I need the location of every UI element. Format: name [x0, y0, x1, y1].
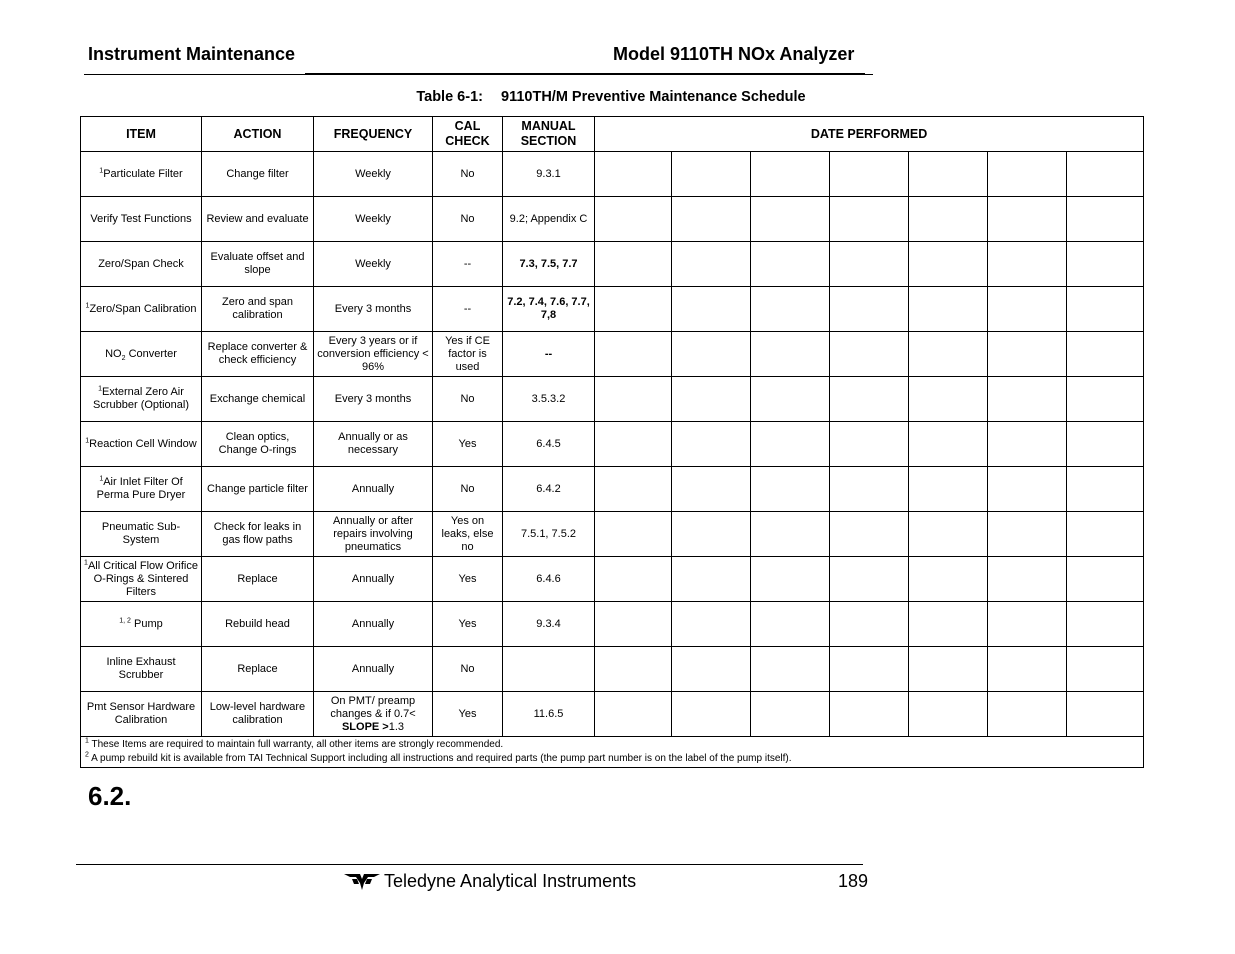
item-text: NO — [105, 347, 122, 360]
item-text: Reaction Cell Window — [89, 437, 197, 450]
date-cell[interactable] — [909, 647, 988, 692]
item-cell — [81, 242, 202, 287]
date-cell[interactable] — [672, 152, 751, 197]
date-cell[interactable] — [751, 197, 830, 242]
action-cell: Rebuild head — [202, 602, 314, 647]
date-cell[interactable] — [909, 602, 988, 647]
item-cell — [81, 647, 202, 692]
date-cell[interactable] — [672, 647, 751, 692]
date-cell[interactable] — [830, 692, 909, 737]
date-cell[interactable] — [672, 512, 751, 557]
date-cell[interactable] — [751, 377, 830, 422]
teledyne-logo-icon — [344, 871, 380, 891]
column-header-date-performed: DATE PERFORMED — [595, 117, 1144, 152]
frequency-cell: Every 3 months — [314, 377, 433, 422]
table-row — [81, 332, 1144, 377]
table-row — [81, 467, 1144, 512]
item-text: All Critical Flow Orifice O-Rings & Sintered Filters — [87, 559, 198, 598]
frequency-slope-label: SLOPE > — [341, 720, 389, 733]
cal-check-cell: No — [433, 152, 503, 197]
date-cell[interactable] — [909, 287, 988, 332]
table-row — [81, 152, 1144, 197]
date-cell[interactable] — [1067, 197, 1144, 242]
footnote-marker: 1 — [85, 436, 90, 444]
date-cell[interactable] — [751, 557, 830, 602]
date-cell[interactable] — [988, 512, 1067, 557]
manual-section-cell: 6.4.6 — [503, 557, 595, 602]
date-cell[interactable] — [672, 557, 751, 602]
date-cell[interactable] — [830, 467, 909, 512]
footnote-marker: 1 — [85, 737, 89, 745]
table-row — [81, 242, 1144, 287]
item-cell — [81, 512, 202, 557]
section-heading-number: 6.2. — [88, 781, 132, 811]
frequency-cell: Annually or as necessary — [314, 422, 433, 467]
manual-section-cell: 9.3.4 — [503, 602, 595, 647]
footer-company-name: Teledyne Analytical Instruments — [384, 871, 637, 891]
item-cell — [81, 332, 202, 377]
table-row — [81, 377, 1144, 422]
footnote-row — [81, 737, 1144, 768]
date-cell[interactable] — [751, 287, 830, 332]
action-cell: Zero and span calibration — [202, 287, 314, 332]
footnote — [85, 752, 1139, 766]
header-rule-accent — [305, 73, 865, 75]
action-cell: Low-level hardware calibration — [202, 692, 314, 737]
cal-check-cell: No — [433, 647, 503, 692]
item-cell — [81, 557, 202, 602]
date-cell[interactable] — [595, 602, 672, 647]
item-text: Verify Test Functions — [90, 212, 192, 225]
action-cell: Check for leaks in gas flow paths — [202, 512, 314, 557]
date-cell[interactable] — [1067, 242, 1144, 287]
date-cell[interactable] — [595, 557, 672, 602]
manual-section-cell: -- — [503, 332, 595, 377]
maintenance-schedule-table — [80, 116, 1144, 768]
date-cell[interactable] — [751, 242, 830, 287]
manual-section-cell: 6.4.5 — [503, 422, 595, 467]
date-cell[interactable] — [988, 152, 1067, 197]
date-cell[interactable] — [1067, 602, 1144, 647]
item-cell — [81, 197, 202, 242]
frequency-cell — [314, 692, 433, 737]
action-cell: Replace converter & check efficiency — [202, 332, 314, 377]
frequency-cell: Weekly — [314, 242, 433, 287]
date-cell[interactable] — [830, 197, 909, 242]
manual-section-cell: 11.6.5 — [503, 692, 595, 737]
footnote — [85, 738, 1139, 752]
date-cell[interactable] — [988, 692, 1067, 737]
date-cell[interactable] — [595, 467, 672, 512]
item-cell — [81, 422, 202, 467]
cal-check-cell: Yes if CE factor is used — [433, 332, 503, 377]
date-cell[interactable] — [672, 422, 751, 467]
date-cell[interactable] — [830, 557, 909, 602]
date-cell[interactable] — [1067, 647, 1144, 692]
cal-check-cell: Yes — [433, 692, 503, 737]
item-text: Air Inlet Filter Of Perma Pure Dryer — [96, 476, 186, 501]
footnote-marker: 2 — [85, 751, 89, 759]
date-cell[interactable] — [751, 647, 830, 692]
item-cell — [81, 467, 202, 512]
date-cell[interactable] — [988, 557, 1067, 602]
cal-check-cell: No — [433, 467, 503, 512]
frequency-cell: Annually — [314, 602, 433, 647]
date-cell[interactable] — [830, 152, 909, 197]
table-row — [81, 287, 1144, 332]
item-text: External Zero Air Scrubber (Optional) — [93, 386, 189, 411]
table-row — [81, 512, 1144, 557]
item-text: Zero/Span Check — [98, 257, 184, 270]
frequency-cell: Annually — [314, 647, 433, 692]
footer-rule — [76, 864, 863, 865]
subscript: 2 — [121, 354, 126, 362]
cal-check-cell: Yes — [433, 557, 503, 602]
column-header-manual-section: MANUAL SECTION — [503, 117, 595, 152]
date-cell[interactable] — [988, 287, 1067, 332]
date-cell[interactable] — [595, 692, 672, 737]
table-row — [81, 422, 1144, 467]
date-cell[interactable] — [909, 512, 988, 557]
item-text: Particulate Filter — [103, 167, 183, 180]
item-cell — [81, 692, 202, 737]
date-cell[interactable] — [909, 557, 988, 602]
manual-section-cell: 7.5.1, 7.5.2 — [503, 512, 595, 557]
footnote-marker: 1 — [98, 385, 102, 393]
footnote-marker: 1 — [85, 301, 90, 309]
table-caption-title: 9110TH/M Preventive Maintenance Schedule — [501, 89, 806, 105]
item-cell — [81, 602, 202, 647]
cal-check-cell: No — [433, 377, 503, 422]
action-cell: Change particle filter — [202, 467, 314, 512]
date-cell[interactable] — [988, 197, 1067, 242]
action-cell: Evaluate offset and slope — [202, 242, 314, 287]
date-cell[interactable] — [595, 377, 672, 422]
table-caption-number: Table 6-1: — [416, 89, 483, 105]
column-header-frequency: FREQUENCY — [314, 117, 433, 152]
date-cell[interactable] — [830, 377, 909, 422]
action-cell: Review and evaluate — [202, 197, 314, 242]
item-text: Pneumatic Sub-System — [101, 521, 181, 546]
manual-section-cell — [503, 647, 595, 692]
date-cell[interactable] — [830, 242, 909, 287]
action-cell: Exchange chemical — [202, 377, 314, 422]
table-row — [81, 647, 1144, 692]
header-section-title: Instrument Maintenance — [88, 44, 296, 64]
footnote-text: These Items are required to maintain full warranty, all other items are strongly recommended. — [91, 739, 504, 750]
date-cell[interactable] — [595, 197, 672, 242]
date-cell[interactable] — [751, 152, 830, 197]
date-cell[interactable] — [751, 512, 830, 557]
frequency-cell: Every 3 months — [314, 287, 433, 332]
cal-check-cell: -- — [433, 287, 503, 332]
date-cell[interactable] — [1067, 467, 1144, 512]
footnote-marker: 1, 2 — [119, 616, 131, 624]
date-cell[interactable] — [1067, 287, 1144, 332]
cal-check-cell: Yes — [433, 422, 503, 467]
action-cell: Replace — [202, 557, 314, 602]
date-cell[interactable] — [909, 197, 988, 242]
column-header-item: ITEM — [81, 117, 202, 152]
date-cell[interactable] — [595, 422, 672, 467]
footnote-marker: 1 — [99, 475, 104, 483]
manual-section-cell: 6.4.2 — [503, 467, 595, 512]
date-cell[interactable] — [751, 422, 830, 467]
date-cell[interactable] — [988, 332, 1067, 377]
item-cell — [81, 152, 202, 197]
item-text: Converter — [125, 347, 177, 360]
date-cell[interactable] — [988, 602, 1067, 647]
cal-check-cell: No — [433, 197, 503, 242]
date-cell[interactable] — [672, 467, 751, 512]
header-row — [81, 117, 1144, 152]
date-cell[interactable] — [830, 332, 909, 377]
table-row — [81, 602, 1144, 647]
date-cell[interactable] — [830, 512, 909, 557]
column-header-action: ACTION — [202, 117, 314, 152]
frequency-cell: Annually — [314, 467, 433, 512]
item-text: Pmt Sensor Hardware Calibration — [86, 701, 196, 726]
table-row — [81, 197, 1144, 242]
column-header-cal-check: CAL CHECK — [433, 117, 503, 152]
frequency-cell: Weekly — [314, 152, 433, 197]
date-cell[interactable] — [1067, 422, 1144, 467]
item-text: Zero/Span Calibration — [89, 302, 197, 315]
date-cell[interactable] — [909, 692, 988, 737]
date-cell[interactable] — [830, 647, 909, 692]
date-cell[interactable] — [909, 377, 988, 422]
manual-section-cell: 7.3, 7.5, 7.7 — [503, 242, 595, 287]
date-cell[interactable] — [988, 647, 1067, 692]
date-cell[interactable] — [672, 242, 751, 287]
date-cell[interactable] — [595, 647, 672, 692]
frequency-text: On PMT/ preamp changes & if 0.7< — [330, 694, 416, 720]
date-cell[interactable] — [595, 242, 672, 287]
date-cell[interactable] — [1067, 692, 1144, 737]
date-cell[interactable] — [988, 467, 1067, 512]
date-cell[interactable] — [988, 377, 1067, 422]
date-cell[interactable] — [988, 242, 1067, 287]
table-row — [81, 692, 1144, 737]
footnote-marker: 1 — [84, 558, 88, 566]
item-text: Pump — [134, 617, 163, 630]
footnote-text: A pump rebuild kit is available from TAI Technical Support including all instructions and required parts (the pump part number is on the label of the pump itself). — [91, 753, 792, 764]
date-cell[interactable] — [751, 467, 830, 512]
date-cell[interactable] — [595, 512, 672, 557]
date-cell[interactable] — [830, 287, 909, 332]
item-cell — [81, 287, 202, 332]
footnotes-cell — [81, 737, 1144, 768]
action-cell: Clean optics, Change O-rings — [202, 422, 314, 467]
date-cell[interactable] — [672, 197, 751, 242]
table-caption — [80, 89, 1142, 105]
date-cell[interactable] — [595, 332, 672, 377]
footnote-marker: 1 — [99, 166, 104, 174]
date-cell[interactable] — [1067, 512, 1144, 557]
table-row — [81, 557, 1144, 602]
manual-section-cell: 7.2, 7.4, 7.6, 7.7, 7,8 — [503, 287, 595, 332]
manual-section-cell: 9.2; Appendix C — [503, 197, 595, 242]
date-cell[interactable] — [595, 152, 672, 197]
cal-check-cell: Yes on leaks, else no — [433, 512, 503, 557]
date-cell[interactable] — [830, 602, 909, 647]
date-cell[interactable] — [751, 602, 830, 647]
date-cell[interactable] — [595, 287, 672, 332]
date-cell[interactable] — [909, 467, 988, 512]
date-cell[interactable] — [672, 692, 751, 737]
date-cell[interactable] — [1067, 152, 1144, 197]
date-cell[interactable] — [672, 602, 751, 647]
date-cell[interactable] — [1067, 557, 1144, 602]
date-cell[interactable] — [1067, 332, 1144, 377]
cal-check-cell: Yes — [433, 602, 503, 647]
manual-section-cell: 9.3.1 — [503, 152, 595, 197]
date-cell[interactable] — [751, 332, 830, 377]
header-model-title: Model 9110TH NOx Analyzer — [613, 44, 855, 64]
item-text: Inline Exhaust Scrubber — [106, 656, 176, 681]
date-cell[interactable] — [830, 422, 909, 467]
date-cell[interactable] — [1067, 377, 1144, 422]
date-cell[interactable] — [909, 152, 988, 197]
date-cell[interactable] — [751, 692, 830, 737]
date-cell[interactable] — [672, 377, 751, 422]
date-cell[interactable] — [909, 422, 988, 467]
cal-check-cell: -- — [433, 242, 503, 287]
frequency-text: 1.3 — [388, 720, 405, 733]
frequency-cell: Annually or after repairs involving pneumatics — [314, 512, 433, 557]
date-cell[interactable] — [672, 332, 751, 377]
date-cell[interactable] — [988, 422, 1067, 467]
date-cell[interactable] — [909, 332, 988, 377]
footer-page-number: 189 — [838, 871, 869, 891]
date-cell[interactable] — [909, 242, 988, 287]
frequency-cell: Every 3 years or if conversion efficiency < 96% — [314, 332, 433, 377]
action-cell: Change filter — [202, 152, 314, 197]
frequency-cell: Weekly — [314, 197, 433, 242]
manual-section-cell: 3.5.3.2 — [503, 377, 595, 422]
item-cell — [81, 377, 202, 422]
action-cell: Replace — [202, 647, 314, 692]
frequency-cell: Annually — [314, 557, 433, 602]
date-cell[interactable] — [672, 287, 751, 332]
